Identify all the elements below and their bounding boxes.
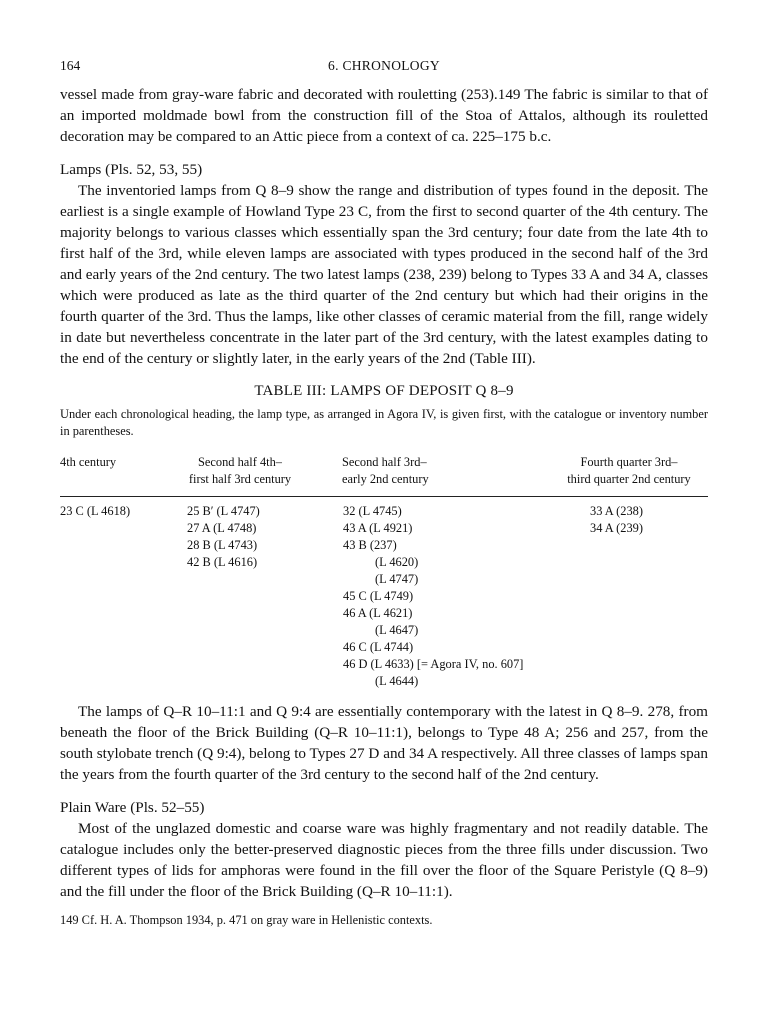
table-cell: 42 B (L 4616) [187, 555, 258, 569]
column-second-half-3rd [343, 503, 583, 690]
page-number: 164 [60, 58, 81, 73]
table-cell: 46 D (L 4633) [= Agora IV, no. 607] [343, 657, 524, 671]
table-rule [60, 496, 708, 497]
header-second-half-3rd: Second half 3rd– early 2nd century [342, 455, 429, 486]
table-cell: 32 (L 4745) [343, 504, 402, 518]
table-header-row [60, 454, 708, 492]
table-cell: 43 A (L 4921) [343, 521, 413, 535]
table-note: Under each chronological heading, the lamp type, as arranged in Agora IV, is given first, with the catalogue or inventory number in parentheses. [60, 407, 708, 438]
lamps-table [60, 454, 708, 689]
page [60, 58, 708, 929]
table-body [60, 503, 708, 689]
table-cell: 45 C (L 4749) [343, 589, 414, 603]
contemporary-paragraph: The lamps of Q–R 10–11:1 and Q 9:4 are essentially contemporary with the latest in Q 8–9. 278, from beneath the floor of the Brick Building (Q–R 10–11:1), belongs to Type 48 A; 256 and 257, from the south stylobate trench (Q 9:4), belong to Types 27 D and 34 A respectively. All three classes of lamps span the years from the fourth quarter of the 3rd century to the second half of the 2nd century. [60, 703, 708, 783]
column-4th-century [60, 503, 170, 520]
table-cell: (L 4647) [375, 623, 419, 637]
header-4th-century: 4th century [60, 455, 117, 469]
plain-ware-paragraph: Most of the unglazed domestic and coarse ware was highly fragmentary and not readily datable. The catalogue includes only the better-preserved diagnostic pieces from the three fills under discussion. Two different types of lids for amphoras were found in the fill over the floor of the Square Peristyle (Q 8–9) and the fill under the floor of the Brick Building (Q–R 10–11:1). [60, 820, 708, 900]
header-fourth-quarter-3rd: Fourth quarter 3rd– third quarter 2nd century [567, 455, 691, 486]
table-cell: 34 A (239) [590, 521, 644, 535]
table-cell: 25 B′ (L 4747) [187, 504, 260, 518]
table-cell: 46 A (L 4621) [343, 606, 413, 620]
table-cell: 43 B (237) [343, 538, 397, 552]
column-fourth-quarter-3rd [590, 503, 708, 537]
table-cell: 33 A (238) [590, 504, 644, 518]
column-second-half-4th [187, 503, 307, 571]
header-second-half-4th: Second half 4th– first half 3rd century [188, 455, 292, 486]
table-cell: 46 C (L 4744) [343, 640, 414, 654]
plain-ware-heading: Plain Ware (Pls. 52–55) [60, 799, 205, 816]
table-cell: (L 4747) [375, 572, 419, 586]
running-head [60, 58, 708, 80]
table-cell: 27 A (L 4748) [187, 521, 257, 535]
chapter-title: 6. CHRONOLOGY [328, 58, 440, 73]
table-cell: (L 4620) [375, 555, 419, 569]
footnote: 149 Cf. H. A. Thompson 1934, p. 471 on gray ware in Hellenistic contexts. [60, 913, 433, 927]
table-cell: 23 C (L 4618) [60, 504, 131, 518]
table-cell: 28 B (L 4743) [187, 538, 258, 552]
table-title: TABLE III: LAMPS OF DEPOSIT Q 8–9 [254, 383, 514, 399]
table-cell: (L 4644) [375, 674, 419, 688]
lamps-paragraph: The inventoried lamps from Q 8–9 show the range and distribution of types found in the deposit. The earliest is a single example of Howland Type 23 C, from the first to second quarter of the 4th century. The majority belongs to various classes which essentially span the 3rd century; four date from the late 4th to first half of the 3rd, while eleven lamps are associated with types produced in the second half of the 3rd and early years of the 2nd century. The two latest lamps (238, 239) belong to Types 33 A and 34 A, classes which were produced as late as the third quarter of the 2nd century but which had their origins in the fourth quarter of the 3rd. Thus the lamps, like other classes of ceramic material from the fill, range widely in date but nevertheless concentrate in the later part of the 3rd century, with the latest examples dating to the end of the century or slightly later, in the early years of the 2nd (Table III). [60, 182, 708, 367]
intro-paragraph: vessel made from gray-ware fabric and decorated with rouletting (253).149 The fabric is similar to that of an imported moldmade bowl from the construction fill of the Stoa of Attalos, although its rouletted decoration may be compared to an Attic piece from a context of ca. 225–175 b.c. [60, 86, 708, 145]
lamps-heading: Lamps (Pls. 52, 53, 55) [60, 161, 203, 178]
